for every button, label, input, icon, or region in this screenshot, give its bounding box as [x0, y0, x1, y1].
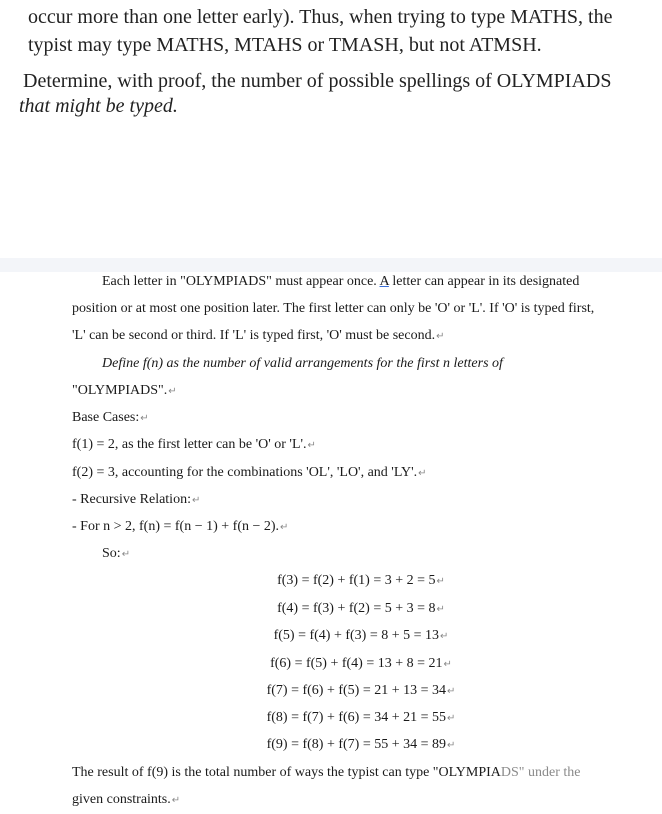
return-mark-icon: ↵: [191, 495, 201, 506]
definition-line-1: Define f(n) as the number of valid arrangements for the first n letters of: [102, 356, 503, 371]
problem-line-3: Determine, with proof, the number of possible spellings of OLYMPIADS: [23, 70, 612, 92]
base-cases-text: Base Cases:: [72, 410, 140, 425]
equation-f5: [0, 627, 662, 646]
return-mark-icon: ↵: [436, 331, 445, 342]
definition-line-2: [72, 382, 177, 401]
result-text: The result of f(9) is the total number of ways the typist can type "OLYMPIA: [72, 765, 501, 780]
return-mark-icon: ↵: [447, 740, 456, 751]
equation-f3: [0, 572, 662, 591]
definition-word: "OLYMPIADS".: [72, 383, 168, 398]
return-mark-icon: ↵: [447, 713, 456, 724]
solution-p1-line-2: position or at most one position later. The first letter can only be 'O' or 'L'. If 'O' is typed first,: [72, 301, 595, 316]
p1-line-3-text: 'L' can be second or third. If 'L' is typed first, 'O' must be second.: [72, 328, 436, 343]
return-mark-icon: ↵: [121, 549, 131, 560]
return-mark-icon: ↵: [418, 468, 427, 479]
return-mark-icon: ↵: [168, 386, 177, 397]
equation-f7: [0, 682, 662, 701]
equation-text: f(6) = f(5) + f(4) = 13 + 8 = 21: [270, 656, 443, 671]
return-mark-icon: ↵: [171, 795, 181, 806]
base-cases-heading: [72, 409, 149, 428]
return-mark-icon: ↵: [440, 631, 449, 642]
solution-p1-line-3: [72, 327, 445, 346]
return-mark-icon: ↵: [447, 686, 456, 697]
equation-text: f(4) = f(3) + f(2) = 5 + 3 = 8: [277, 601, 436, 616]
return-mark-icon: ↵: [307, 440, 316, 451]
equation-text: f(5) = f(4) + f(3) = 8 + 5 = 13: [273, 628, 440, 643]
underlined-letter: A: [379, 274, 389, 289]
result-line-2-text: given constraints.: [72, 792, 171, 807]
recursive-heading-text: - Recursive Relation:: [72, 492, 191, 507]
equation-f9: [0, 736, 662, 755]
result-line-1: [72, 764, 580, 782]
base-case-f2-text: f(2) = 3, accounting for the combinations 'OL', 'LO', and 'LY'.: [72, 465, 418, 480]
return-mark-icon: ↵: [280, 522, 289, 533]
return-mark-icon: ↵: [140, 413, 149, 424]
equation-text: f(3) = f(2) + f(1) = 3 + 2 = 5: [277, 573, 436, 588]
equation-text: f(9) = f(8) + f(7) = 55 + 34 = 89: [266, 737, 447, 752]
return-mark-icon: ↵: [436, 604, 445, 615]
so-label: [102, 545, 130, 564]
result-text-tail: DS" under the: [500, 765, 581, 780]
result-line-2: [72, 791, 180, 810]
so-text: So:: [102, 546, 121, 561]
equation-text: f(8) = f(7) + f(6) = 34 + 21 = 55: [266, 710, 447, 725]
equation-f8: [0, 709, 662, 728]
equation-f6: [0, 655, 662, 674]
equation-f4: [0, 600, 662, 619]
p1-text-pre: Each letter in "OLYMPIADS" must appear once.: [102, 274, 380, 289]
base-case-f2: [72, 464, 427, 483]
equation-text: f(7) = f(6) + f(5) = 21 + 13 = 34: [266, 683, 447, 698]
p1-text-post: letter can appear in its designated: [388, 274, 580, 289]
problem-line-4: that might be typed.: [19, 95, 178, 117]
recursive-heading: [72, 491, 200, 510]
problem-statement: [0, 0, 662, 258]
base-case-f1-text: f(1) = 2, as the first letter can be 'O' or 'L'.: [72, 437, 307, 452]
section-divider: [0, 258, 662, 272]
base-case-f1: [72, 436, 316, 455]
problem-line-1: occur more than one letter early). Thus, when trying to type MATHS, the: [28, 6, 613, 28]
recursive-rule-text: - For n > 2, f(n) = f(n − 1) + f(n − 2).: [72, 519, 280, 534]
return-mark-icon: ↵: [443, 659, 452, 670]
recursive-rule: [72, 518, 288, 537]
solution-p1-line-1: [102, 273, 579, 291]
return-mark-icon: ↵: [436, 576, 445, 587]
problem-line-2: typist may type MATHS, MTAHS or TMASH, but not ATMSH.: [28, 34, 542, 56]
